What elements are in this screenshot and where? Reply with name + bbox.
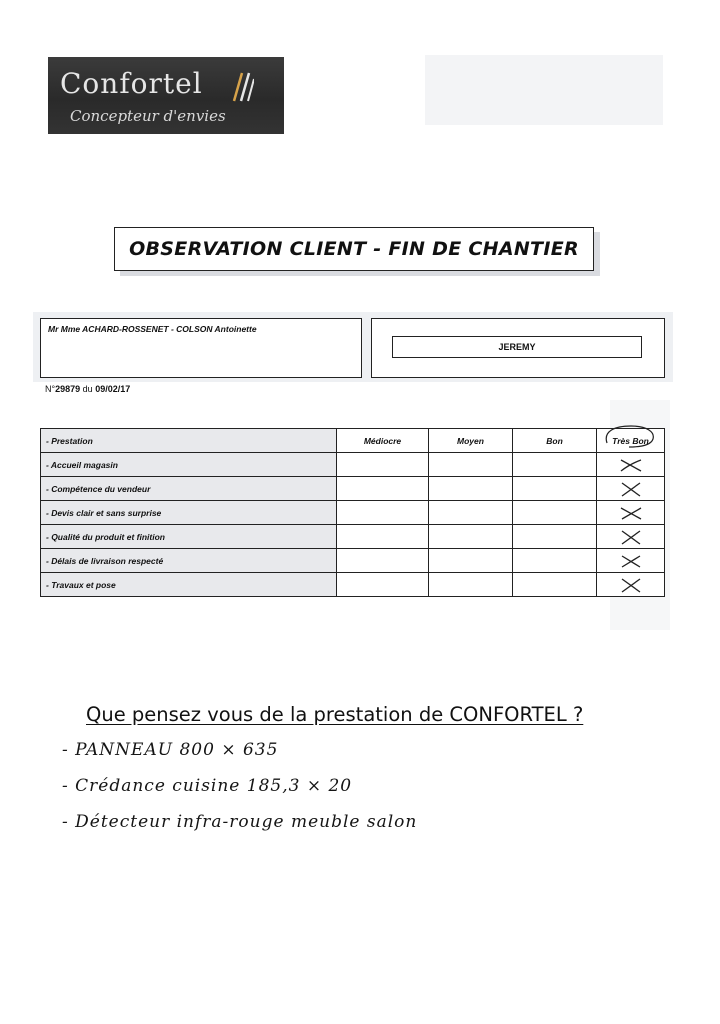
feedback-question: Que pensez vous de la prestation de CONFORTEL ?: [86, 703, 584, 726]
order-prefix: N°: [45, 384, 56, 394]
cross-mark-icon: [618, 576, 644, 594]
header-moyen: Moyen: [429, 429, 513, 453]
cell-moyen[interactable]: [429, 549, 513, 573]
table-row: [41, 549, 665, 573]
cell-bon[interactable]: [513, 549, 597, 573]
cell-moyen[interactable]: [429, 477, 513, 501]
cell-bon[interactable]: [513, 525, 597, 549]
client-box: [40, 318, 362, 378]
row-label: - Délais de livraison respecté: [41, 549, 337, 573]
table-row: [41, 477, 665, 501]
cell-mediocre[interactable]: [337, 549, 429, 573]
logo-brand: Confortel: [60, 67, 203, 100]
cross-mark-icon: [618, 480, 644, 498]
table-row: [41, 525, 665, 549]
header-tres-bon-label: Très Bon: [612, 435, 649, 446]
cross-mark-icon: [618, 528, 644, 546]
cross-mark-icon: [618, 456, 644, 474]
cell-tres-bon[interactable]: [597, 525, 665, 549]
cell-bon[interactable]: [513, 501, 597, 525]
row-label: - Compétence du vendeur: [41, 477, 337, 501]
header-bon: Bon: [513, 429, 597, 453]
cell-mediocre[interactable]: [337, 477, 429, 501]
cell-moyen[interactable]: [429, 573, 513, 597]
scan-ghost: [425, 55, 663, 125]
table-row: [41, 453, 665, 477]
handwritten-answer: - PANNEAU 800 × 635: [62, 740, 279, 760]
header-tres-bon: [597, 429, 665, 453]
cell-tres-bon[interactable]: [597, 549, 665, 573]
table-header-row: [41, 429, 665, 453]
page-title: OBSERVATION CLIENT - FIN DE CHANTIER: [114, 227, 594, 271]
order-number: 29879: [55, 384, 81, 394]
cell-bon[interactable]: [513, 477, 597, 501]
cell-tres-bon[interactable]: [597, 477, 665, 501]
row-label: - Accueil magasin: [41, 453, 337, 477]
order-date: 09/02/17: [95, 384, 131, 394]
logo-slashes-icon: [222, 71, 254, 103]
order-reference: [45, 384, 130, 394]
header-mediocre: Médiocre: [337, 429, 429, 453]
cell-bon[interactable]: [513, 453, 597, 477]
cell-tres-bon[interactable]: [597, 453, 665, 477]
cell-bon[interactable]: [513, 573, 597, 597]
agent-box: [371, 318, 665, 378]
cross-mark-icon: [618, 504, 644, 522]
order-du: du: [82, 384, 93, 394]
cell-tres-bon[interactable]: [597, 573, 665, 597]
cell-tres-bon[interactable]: [597, 501, 665, 525]
row-label: - Qualité du produit et finition: [41, 525, 337, 549]
handwritten-answer: - Crédance cuisine 185,3 × 20: [62, 776, 353, 796]
cell-mediocre[interactable]: [337, 501, 429, 525]
header-prestation: - Prestation: [41, 429, 337, 453]
cell-moyen[interactable]: [429, 453, 513, 477]
rating-table: [40, 428, 665, 597]
cell-moyen[interactable]: [429, 525, 513, 549]
logo-tagline: Concepteur d'envies: [70, 107, 226, 125]
circle-mark-icon: [601, 423, 657, 449]
cell-mediocre[interactable]: [337, 453, 429, 477]
table-row: [41, 573, 665, 597]
row-label: - Devis clair et sans surprise: [41, 501, 337, 525]
confortel-logo: [48, 57, 284, 134]
cell-mediocre[interactable]: [337, 573, 429, 597]
cell-mediocre[interactable]: [337, 525, 429, 549]
client-name: Mr Mme ACHARD-ROSSENET - COLSON Antoinette: [48, 324, 257, 334]
table-row: [41, 501, 665, 525]
cell-moyen[interactable]: [429, 501, 513, 525]
cross-mark-icon: [618, 552, 644, 570]
handwritten-answer: - Détecteur infra-rouge meuble salon: [62, 812, 418, 832]
row-label: - Travaux et pose: [41, 573, 337, 597]
agent-name: JEREMY: [392, 336, 642, 358]
